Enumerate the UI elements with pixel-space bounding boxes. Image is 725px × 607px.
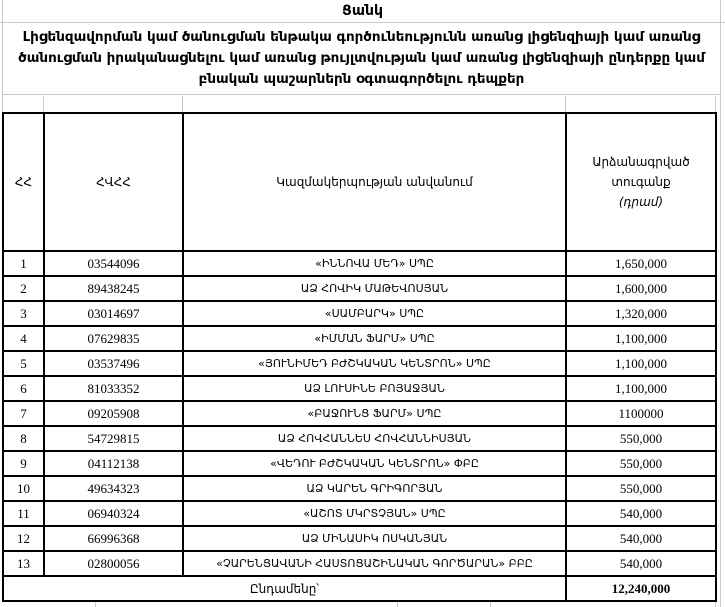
row-index-cell: 11 <box>3 501 44 526</box>
table-row <box>3 376 716 401</box>
total-label: Ընդամենը՝ <box>3 576 566 601</box>
fine-cell: 1,100,000 <box>566 326 716 351</box>
row-index-cell: 3 <box>3 301 44 326</box>
table-row <box>3 476 716 501</box>
fine-cell: 550,000 <box>566 451 716 476</box>
spacer-gridline-3 <box>565 96 566 112</box>
fine-cell: 540,000 <box>566 501 716 526</box>
tax-id-cell: 04112138 <box>44 451 183 476</box>
table-body <box>3 251 716 576</box>
org-name-cell: ԱՁ ՀՈՎԻԿ ՄԱԹԵՎՈՍՅԱՆ <box>183 276 566 301</box>
tax-id-cell: 66996368 <box>44 526 183 551</box>
org-name-cell: «ԻՄՄԱՆ ՖԱՐՄ» ՍՊԸ <box>183 326 566 351</box>
table-header-row <box>3 113 716 251</box>
org-name-cell: ԱՁ ՀՈՎՀԱՆՆԵՍ ՀՈՎՀԱՆՆԻՍՅԱՆ <box>183 426 566 451</box>
fine-cell: 550,000 <box>566 476 716 501</box>
row-index-cell: 5 <box>3 351 44 376</box>
fine-cell: 1,100,000 <box>566 351 716 376</box>
header-fine-label: Արձանագրված տուգանք <box>592 155 690 189</box>
fine-cell: 1100000 <box>566 401 716 426</box>
row-index-cell: 13 <box>3 551 44 576</box>
bottom-gridline-4 <box>715 602 716 607</box>
table-row <box>3 451 716 476</box>
spacer-gridline-1 <box>43 96 44 112</box>
bottom-gridline-3 <box>490 602 491 607</box>
tax-id-cell: 09205908 <box>44 401 183 426</box>
tax-id-cell: 03014697 <box>44 301 183 326</box>
table-row <box>3 501 716 526</box>
org-name-cell: «ՉԱՐԵՆՑԱՎԱՆԻ ՀԱՍՏՈՑԱՇԻՆԱԿԱՆ ԳՈՐԾԱՐԱՆ» ԲԲԸ <box>183 551 566 576</box>
fine-cell: 1,100,000 <box>566 376 716 401</box>
org-name-cell: «ՍԱՄԲԱՐԿ» ՍՊԸ <box>183 301 566 326</box>
table-row <box>3 251 716 276</box>
total-amount: 12,240,000 <box>566 576 716 601</box>
org-name-cell: «ՎԵԴՈՒ ԲԺՇԿԱԿԱՆ ԿԵՆՏՐՈՆ» ՓԲԸ <box>183 451 566 476</box>
row-index-cell: 9 <box>3 451 44 476</box>
table-row <box>3 551 716 576</box>
tax-id-cell: 49634323 <box>44 476 183 501</box>
org-name-cell: «ԻՆՆՈՎԱ ՄԵԴ» ՍՊԸ <box>183 251 566 276</box>
tax-id-cell: 07629835 <box>44 326 183 351</box>
table-row <box>3 326 716 351</box>
fine-cell: 540,000 <box>566 551 716 576</box>
org-name-cell: «ՅՈՒՆԻՄԵԴ ԲԺՇԿԱԿԱՆ ԿԵՆՏՐՈՆ» ՍՊԸ <box>183 351 566 376</box>
tax-id-cell: 81033352 <box>44 376 183 401</box>
org-name-cell: ԱՁ ԼՈՒՍԻՆԵ ԲՈՅԱՋՅԱՆ <box>183 376 566 401</box>
table-row <box>3 276 716 301</box>
header-org-name: Կազմակերպության անվանում <box>183 113 566 251</box>
fine-cell: 1,320,000 <box>566 301 716 326</box>
tax-id-cell: 54729815 <box>44 426 183 451</box>
fine-cell: 1,650,000 <box>566 251 716 276</box>
header-tax-id: ՀՎՀՀ <box>44 113 183 251</box>
page-subtitle: Լիցենզավորման կամ ծանուցման ենթակա գործունեությունն առանց լիցենզիայի կամ առանց ծանուցման իրականացնելու կամ առանց թույլտվության կամ առանց լիցենզիայի ընդերքը կամ բնական պաշարներն օգտագործելու դեպքեր <box>2 22 721 95</box>
bottom-gridline-2 <box>397 602 398 607</box>
row-index-cell: 12 <box>3 526 44 551</box>
spacer-gridline-2 <box>182 96 183 112</box>
row-index-cell: 6 <box>3 376 44 401</box>
org-name-cell: ԱՁ ՄԻՆԱՍԻԿ ՈՍԿԱՆՅԱՆ <box>183 526 566 551</box>
table-row <box>3 401 716 426</box>
fine-cell: 540,000 <box>566 526 716 551</box>
fine-cell: 550,000 <box>566 426 716 451</box>
row-index-cell: 4 <box>3 326 44 351</box>
spacer-gridline-4 <box>715 96 716 112</box>
row-index-cell: 1 <box>3 251 44 276</box>
fines-table <box>2 112 717 602</box>
table-row <box>3 301 716 326</box>
tax-id-cell: 89438245 <box>44 276 183 301</box>
page-title: Ցանկ <box>342 3 383 19</box>
row-index-cell: 7 <box>3 401 44 426</box>
table-row <box>3 351 716 376</box>
tax-id-cell: 06940324 <box>44 501 183 526</box>
bottom-gridline-1 <box>95 602 96 607</box>
org-name-cell: «ԲԱՋՈՒՆՑ ՖԱՐՄ» ՍՊԸ <box>183 401 566 426</box>
header-fine-unit: (դրամ) <box>618 195 664 209</box>
header-index: ՀՀ <box>3 113 44 251</box>
table-row <box>3 426 716 451</box>
row-index-cell: 10 <box>3 476 44 501</box>
table-row <box>3 526 716 551</box>
tax-id-cell: 02800056 <box>44 551 183 576</box>
row-index-cell: 8 <box>3 426 44 451</box>
org-name-cell: ԱՁ ԿԱՐԵՆ ԳՐԻԳՈՐՅԱՆ <box>183 476 566 501</box>
fine-cell: 1,600,000 <box>566 276 716 301</box>
total-row <box>3 576 716 601</box>
row-index-cell: 2 <box>3 276 44 301</box>
tax-id-cell: 03544096 <box>44 251 183 276</box>
tax-id-cell: 03537496 <box>44 351 183 376</box>
header-fine <box>566 113 716 251</box>
org-name-cell: «ԱՇՈՏ ՄԿՐՏՉՅԱՆ» ՍՊԸ <box>183 501 566 526</box>
